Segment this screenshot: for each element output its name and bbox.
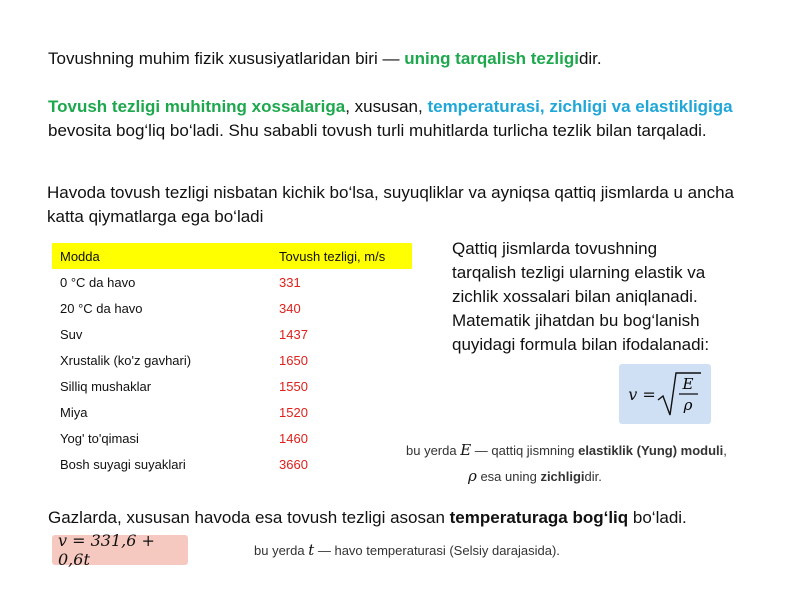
table-row <box>52 451 412 477</box>
row-value: 1550 <box>279 378 308 394</box>
row-name: Yog' to'qimasi <box>60 430 139 446</box>
row-name: Bosh suyagi suyaklari <box>60 456 186 472</box>
properties-green-text: Tovush tezligi muhitning xossalariga <box>48 97 346 116</box>
note1-line2-bold: zichligi <box>540 469 585 484</box>
row-value: 1650 <box>279 352 308 368</box>
speed-table <box>52 243 412 477</box>
gases-bold: temperaturaga bog‘liq <box>449 508 629 527</box>
row-value: 1437 <box>279 326 308 342</box>
row-name: Miya <box>60 404 88 420</box>
intro-highlight: uning tarqalish tezligi <box>404 49 579 68</box>
air-liquids-paragraph: Havoda tovush tezligi nisbatan kichik bo‘lsa, suyuqliklar va ayniqsa qattiq jismlarda u ancha katta qiymatlarga ega bo‘ladi <box>47 183 734 226</box>
intro-text: Tovushning muhim fizik xususiyatlaridan biri — <box>48 49 405 68</box>
table-row <box>52 399 412 425</box>
header-speed: Tovush tezligi, m/s <box>271 243 412 269</box>
table-row <box>52 269 412 295</box>
formula1-note-line1 <box>406 441 727 459</box>
note2-symbol-t: t <box>308 541 315 559</box>
formula2-note <box>254 541 560 559</box>
note1-prefix: bu yerda <box>406 443 461 458</box>
table-row <box>52 321 412 347</box>
row-value: 3660 <box>279 456 308 472</box>
row-value: 1520 <box>279 404 308 420</box>
note1-mid: — qattiq jismning <box>471 443 579 458</box>
row-name: Xrustalik (ko'z gavhari) <box>60 352 192 368</box>
header-substance: Modda <box>52 243 271 269</box>
table-row <box>52 347 412 373</box>
table-row <box>52 425 412 451</box>
table-header-row <box>52 243 412 269</box>
note1-bold: elastiklik (Yung) moduli <box>578 443 724 458</box>
row-value: 331 <box>279 274 301 290</box>
note2-prefix: bu yerda <box>254 543 309 558</box>
properties-mid-text: , xususan, <box>345 97 428 116</box>
row-name: 20 °C da havo <box>60 300 143 316</box>
row-name: Silliq mushaklar <box>60 378 152 394</box>
properties-blue-text: temperaturasi, zichligi va elastikligiga <box>427 97 733 116</box>
intro-suffix: dir. <box>578 49 602 68</box>
note1-end: , <box>723 443 727 458</box>
formula-air-speed: v = 331,6 + 0,6t <box>52 535 188 565</box>
solids-paragraph: Qattiq jismlarda tovushning tarqalish tezligi ularning elastik va zichlik xossalari bilan aniqlanadi. Matematik jihatdan bu bog‘lanish quyidagi formula bilan ifodalanadi: <box>452 239 710 354</box>
note1-symbol-e: E <box>460 441 472 459</box>
gases-paragraph <box>48 506 687 530</box>
note1-line2-prefix: esa uning <box>476 469 541 484</box>
properties-paragraph <box>48 95 788 143</box>
gases-text: Gazlarda, xususan havoda esa tovush tezligi asosan <box>48 508 450 527</box>
note1-line2-end: dir. <box>584 469 602 484</box>
note2-suffix: — havo temperaturasi (Selsiy darajasida). <box>314 543 560 558</box>
formula1-note-line2 <box>468 467 602 485</box>
gases-suffix: bo‘ladi. <box>628 508 687 527</box>
intro-paragraph <box>48 47 602 71</box>
formula1-lhs: v = <box>628 384 656 404</box>
formula-sqrt-e-rho <box>619 364 711 424</box>
note1-symbol-rho: ρ <box>468 467 477 485</box>
sqrt-icon <box>656 370 702 418</box>
formula1-denominator: ρ <box>683 396 693 414</box>
formula1-numerator: E <box>682 375 694 393</box>
row-value: 340 <box>279 300 301 316</box>
row-value: 1460 <box>279 430 308 446</box>
table-row <box>52 295 412 321</box>
row-name: 0 °C da havo <box>60 274 136 290</box>
row-name: Suv <box>60 326 83 342</box>
properties-line2: bevosita bog‘liq bo‘ladi. Shu sababli tovush turli muhitlarda turlicha tezlik bilan tarqaladi. <box>48 121 707 140</box>
table-row <box>52 373 412 399</box>
